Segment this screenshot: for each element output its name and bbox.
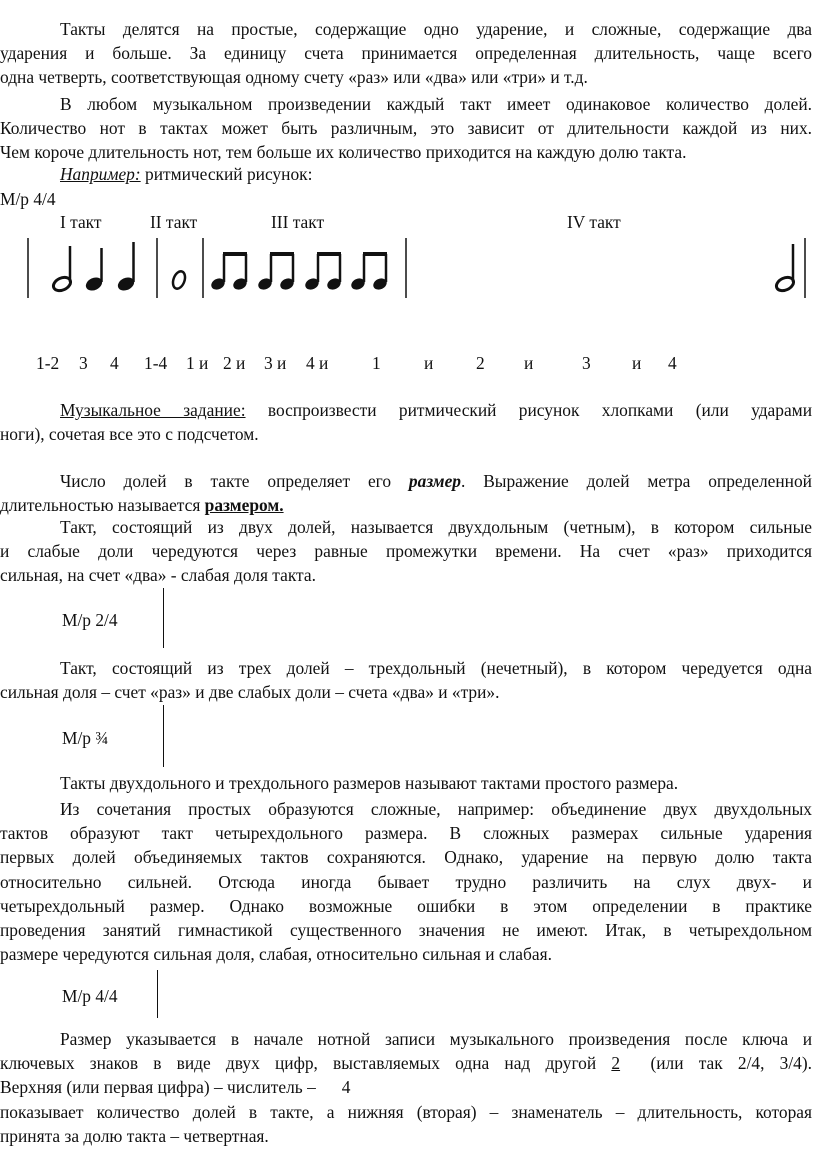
quarter-note	[116, 242, 136, 293]
text-line: ударения и больше. За единицу счета принимается определенная длительность, чаще всего	[0, 43, 812, 64]
count: и	[424, 353, 434, 373]
text-line: первых долей объединяемых тактов сохраняются. Однако, ударение на первую долю такта	[0, 847, 812, 868]
measure-label-2: II такт	[150, 212, 198, 232]
text-line: показывает количество долей в такте, а нижняя (вторая) – знаменатель – длительность, которая	[0, 1101, 812, 1122]
count: 2 и	[223, 353, 246, 373]
text-line: относительно сильней. Отсюда иногда бывает трудно различить на слух двух- и	[0, 871, 812, 892]
meter-3-4-label: М/р ¾	[62, 728, 109, 748]
text-line: сильная, на счет «два» - слабая доля такта.	[0, 565, 316, 586]
text-line: сильная доля – счет «раз» и две слабых доли – счета «два» и «три».	[0, 682, 500, 703]
example-text: ритмический рисунок:	[140, 164, 313, 184]
count: и	[524, 353, 534, 373]
count: 3 и	[264, 353, 287, 373]
text-line	[0, 1051, 812, 1075]
task-text: воспроизвести ритмический рисунок хлопками (или ударами	[245, 400, 812, 420]
text-line	[0, 1075, 812, 1099]
fraction-denominator: 4	[341, 1077, 351, 1098]
size-text: Число долей в такте определяет его	[60, 471, 409, 491]
task-label: Музыкальное задание:	[60, 400, 246, 420]
size-term: размер	[408, 471, 461, 491]
final-text: Верхняя (или первая цифра) – числитель –	[0, 1077, 316, 1098]
whole-note	[171, 270, 187, 291]
rhythm-notation	[0, 232, 816, 312]
count: 3	[79, 353, 88, 373]
simple-meter-line: Такты двухдольного и трехдольного размеров называют тактами простого размера.	[60, 773, 679, 793]
text-line: одна четверть, соответствующая одному счету «раз» или «два» или «три» и т.д.	[0, 67, 588, 88]
meter-4-4-label: М/р 4/4	[62, 986, 118, 1006]
count: 1	[372, 353, 381, 373]
size-definition: размером.	[204, 495, 284, 516]
text-line: Такты делятся на простые, содержащие одно ударение, и сложные, содержащие два	[60, 19, 812, 39]
count: 1-2	[36, 353, 60, 373]
text-line: размере чередуются сильная доля, слабая, относительно сильная и слабая.	[0, 944, 552, 965]
text-line: Чем короче длительность нот, тем больше их количество приходится на каждую долю такта.	[0, 142, 687, 163]
text-line: и слабые доли чередуются через равные промежутки времени. На счет «раз» приходится	[0, 541, 812, 562]
text-line: принята за долю такта – четвертная.	[0, 1125, 269, 1146]
final-paragraph	[0, 1027, 812, 1148]
meter-4-4-barline	[157, 970, 158, 1018]
intro-paragraph	[0, 17, 812, 90]
text-line: проведения занятий гимнастикой существенного значения не имеют. Итак, в четырехдольном	[0, 920, 812, 941]
meter-label-top: М/р 4/4	[0, 189, 56, 209]
task-paragraph	[0, 398, 812, 446]
measure-label-1: I такт	[60, 212, 102, 232]
text-line: Из сочетания простых образуются сложные, например: объединение двух двухдольных	[60, 799, 812, 819]
measure-label-4: IV такт	[567, 212, 621, 232]
text-line: Количество нот в тактах может быть различным, это зависит от длительности каждой из них.	[0, 118, 812, 139]
count: 1 и	[186, 353, 209, 373]
text-line: Такт, состоящий из трех долей – трехдольный (нечетный), в котором чередуется одна	[60, 658, 812, 678]
meter-2-4-label: М/р 2/4	[62, 610, 118, 630]
text-line	[0, 469, 812, 493]
meter-2-4-barline	[163, 588, 164, 648]
measure-label-3: III такт	[271, 212, 325, 232]
count: 1-4	[144, 353, 168, 373]
half-note	[774, 244, 795, 293]
example-line	[60, 163, 312, 185]
text-line: ноги), сочетая все это с подсчетом.	[0, 424, 259, 445]
meter-3-4-barline	[163, 705, 164, 767]
eighth-note-pairs	[209, 254, 388, 292]
size-text: . Выражение долей метра определенной	[461, 471, 812, 491]
triple-paragraph	[0, 656, 812, 704]
example-label: Например:	[60, 164, 141, 184]
count: 4	[110, 353, 119, 373]
text-line: тактов образуют такт четырехдольного размера. В сложных размерах сильные ударения	[0, 823, 812, 844]
text-line	[0, 398, 812, 422]
count: 4 и	[306, 353, 329, 373]
half-note	[51, 246, 72, 293]
duple-paragraph	[0, 515, 812, 588]
size-paragraph	[0, 469, 812, 517]
text-line: Такт, состоящий из двух долей, называется двухдольным (четным), в котором сильные	[60, 517, 812, 537]
text-line: Размер указывается в начале нотной записи музыкального произведения после ключа и	[60, 1029, 812, 1049]
size-text: длительностью называется	[0, 495, 205, 516]
quarter-note	[84, 248, 104, 293]
beats-paragraph	[0, 92, 812, 165]
final-text: (или так 2/4, 3/4).	[650, 1053, 812, 1074]
count: 4	[668, 353, 677, 373]
text-line	[0, 493, 812, 517]
count: 3	[582, 353, 591, 373]
fraction-numerator: 2	[611, 1053, 621, 1074]
complex-paragraph	[0, 797, 812, 966]
text-line: четырехдольный размер. Однако возможные ошибки в этом определении в практике	[0, 895, 812, 916]
count: 2	[476, 353, 485, 373]
text-line: В любом музыкальном произведении каждый такт имеет одинаковое количество долей.	[60, 94, 812, 114]
final-text: ключевых знаков в виде двух цифр, выставляемых одна над другой	[0, 1053, 612, 1074]
count: и	[632, 353, 642, 373]
